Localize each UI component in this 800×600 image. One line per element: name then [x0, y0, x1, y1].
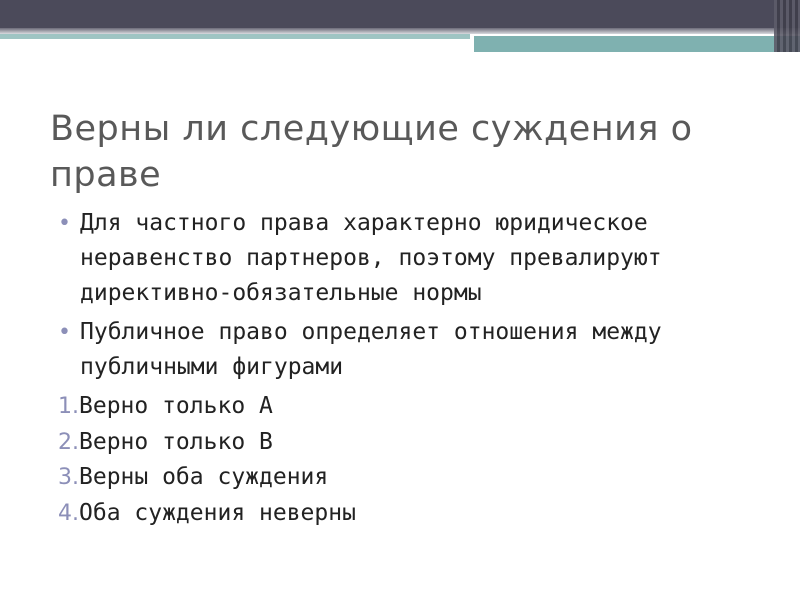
- answer-option: [58, 460, 778, 496]
- slide-content: [58, 206, 778, 531]
- bullet-item: [58, 315, 778, 385]
- bullet-text: Для частного права характерно юридическое неравенство партнеров, поэтому превалируют директивно-обязательные нормы: [80, 210, 662, 306]
- answer-number: 2.: [58, 429, 79, 455]
- answer-text: Верны оба суждения: [79, 464, 329, 490]
- answer-text: Верно только А: [79, 393, 273, 419]
- header-bar: [0, 0, 800, 28]
- corner-accent: [774, 0, 800, 52]
- answer-option: [58, 496, 778, 532]
- answer-number: 3.: [58, 465, 79, 490]
- answer-number: 4.: [58, 500, 79, 526]
- slide-title: Верны ли следующие суждения о праве: [50, 109, 693, 195]
- answer-option: [58, 425, 778, 461]
- answer-text: Оба суждения неверны: [79, 499, 356, 526]
- answer-text: Верно только В: [79, 428, 273, 455]
- answer-number: 1.: [58, 394, 79, 419]
- answer-option: [58, 389, 778, 425]
- bullet-item: [58, 206, 778, 311]
- bullet-marker-icon: •: [58, 211, 71, 236]
- accent-block: [474, 36, 800, 52]
- accent-stripe: [0, 34, 470, 39]
- bullet-marker-icon: •: [58, 320, 71, 345]
- bullet-text: Публичное право определяет отношения между публичными фигурами: [80, 319, 662, 380]
